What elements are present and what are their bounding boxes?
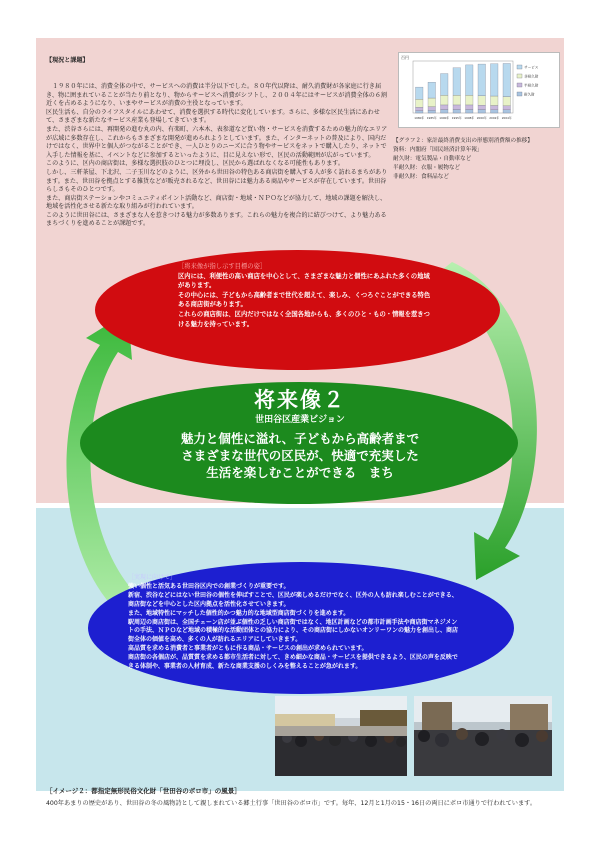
footer-text: 400年あまりの歴史があり、世田谷の冬の風物詩として親しまれている郷土行事「世田谷のボロ市」です。毎年、12月と1月の15・16日の両日にボロ市通りで行われています。 bbox=[46, 800, 537, 807]
chart-legend-label: サービス bbox=[524, 65, 539, 70]
market-photo-2 bbox=[414, 696, 552, 776]
vision-statement: 魅力と個性に溢れ、子どもから高齢者まで さまざまな世代の区民が、快適で充実した 生活を楽しむことができる まち bbox=[180, 431, 420, 480]
market-photo-1 bbox=[275, 696, 407, 776]
action-heading: ［実現に向けて］ bbox=[128, 574, 177, 581]
vision-subtitle: 世田谷区産業ビジョン bbox=[255, 415, 345, 425]
target-body: 区内には、利便性の高い商店を中心として、さまざまな魅力と個性にあふれた多くの地域があります。 その中心には、子どもから高齢者まで世代を超えて、楽しみ、くつろぐことができる特色ある商店街があります。 これらの商店街は、区内だけではなく全国各地からも、多くのひと・もの・情報を惹きつける魅力を持っています。 bbox=[178, 272, 431, 328]
chart-tick-label: 1995年 bbox=[451, 116, 462, 120]
chart-tick-label: 1990年 bbox=[439, 116, 450, 120]
chart-tick-label: 2000年 bbox=[476, 116, 487, 120]
target-heading: ［将来像が指し示す目標の姿］ bbox=[178, 263, 267, 270]
chart-tick-label: 1985年 bbox=[426, 116, 437, 120]
action-body: 強い個性と活気ある世田谷区内での創業づくりが重要です。 新宿、渋谷などにはない世田谷の個性を伸ばすことで、区民が楽しめるだけでなく、区外の人も訪れ楽しむことができる、商店街などを中心とした区内拠点を活性化させていきます。 また、地域特性にマッチした個性的かつ魅力的な地域型商店街づくりを進めます。 駅周辺の商店街は、全国チェーン店が並ぶ個性の乏しい商店街ではなく、地区計画などの都市計画手法や商店街マネジメントの手法、ＮＰＯなど地域の積極的な活動団体との協力により、その商店街にしかないオンリーワンの魅力を創出し、商店街全体の価値を高め、多くの人が訪れるエリアにしていきます。 高品質を求める消費者と事業者がともに作る商品・サービスの創出が求められています。 商店街の各個店が、品質質を求める都市生活者に対して、きめ細かな商品・サービスを提供できるよう、区民の声を反映できる体制や、事業者の人材育成、新たな商業支援のしくみを整えることが急がれます。 bbox=[128, 582, 459, 671]
chart-tick-label: 1980年 bbox=[414, 116, 425, 120]
chart-legend-label: 耐久財 bbox=[524, 92, 535, 97]
image-caption: ［イメージ２：都指定無形民俗文化財「世田谷のボロ市」の風景］ bbox=[46, 787, 241, 795]
status-heading: 【現況と課題】 bbox=[46, 57, 89, 65]
chart-tick-label: 2004年 bbox=[501, 116, 512, 120]
action-section bbox=[128, 574, 458, 672]
chart-unit-label: 百円 bbox=[401, 55, 409, 60]
vision-title: 将来像２ bbox=[254, 388, 346, 412]
chart-tick-label: 1998年 bbox=[464, 116, 475, 120]
status-body: １９８０年には、消費全体の中で、サービスへの消費は半分以下でした。８０年代以降は、耐久消費財が各家庭に行き届き、物に囲まれていることが当たり前となり、物からサービスへ消費がシフトし、２００４年にはサービスが消費全体の６割近くを占めるようになり、いまやサービスが消費の主役となっています。 区民生活も、自分のライフスタイルにあわせて、消費を選択する時代に変化しています。さらに、多様な区民生活にあわせて、さまざまな新たなサービス産業も登場してきています。 また、渋谷さらには、再開発の進む丸の内、有楽町、六本木、表参道など買い物・サービスを消費するための魅力的なエリアが広域に多数存在し、これからもさまざまな開発が進められようとしています。また、インターネットの普及により、国内だけではなく、世界中と個人がつながることができ、一人ひとりのニーズに合う物やサービスをネットで購入したり、ネットで入手した情報を基に、イベントなどに参加するといったように、目に見えない形で、区民の活動範囲が広がっています。 このように、区内の商店街は、多様な選択肢のひとつに埋没し、区民から選ばれなくなる可能性もあります。 しかし、三軒茶屋、下北沢、二子玉川などのように、区外から世田谷の特色ある商店街を購入する人が多く訪れるまちがあります。また、世田谷を拠点とする雑貨などが販売されるなど、世田谷には魅力ある商品やサービスが存在しています。世田谷らしさもそのひとつです。 また、商店街ステーションやコミュニティポイント活動など、商店街・地域・ＮＰＯなどが協力して、地域の課題を解決し、地域を活性化させる新たな取り組みが行われています。 このように世田谷には、さまざまな人を惹きつける魅力が多数あります。これらの魅力を複合的に結びつけて、より魅力あるまちづくりを進めることが課題です。 bbox=[46, 82, 388, 228]
chart-caption: 【グラフ２：家計最終消費支出の形態別消費額の推移】 資料：内閣府「国民経済計算年報」 耐久財：電気製品・自動車など 半耐久財：衣服・履物など 非耐久財：食料品など bbox=[393, 138, 533, 180]
target-section bbox=[178, 262, 436, 329]
chart-legend-label: 非耐久財 bbox=[524, 74, 539, 79]
chart-legend-label: 半耐久財 bbox=[524, 83, 539, 88]
chart-tick-label: 2002年 bbox=[489, 116, 500, 120]
